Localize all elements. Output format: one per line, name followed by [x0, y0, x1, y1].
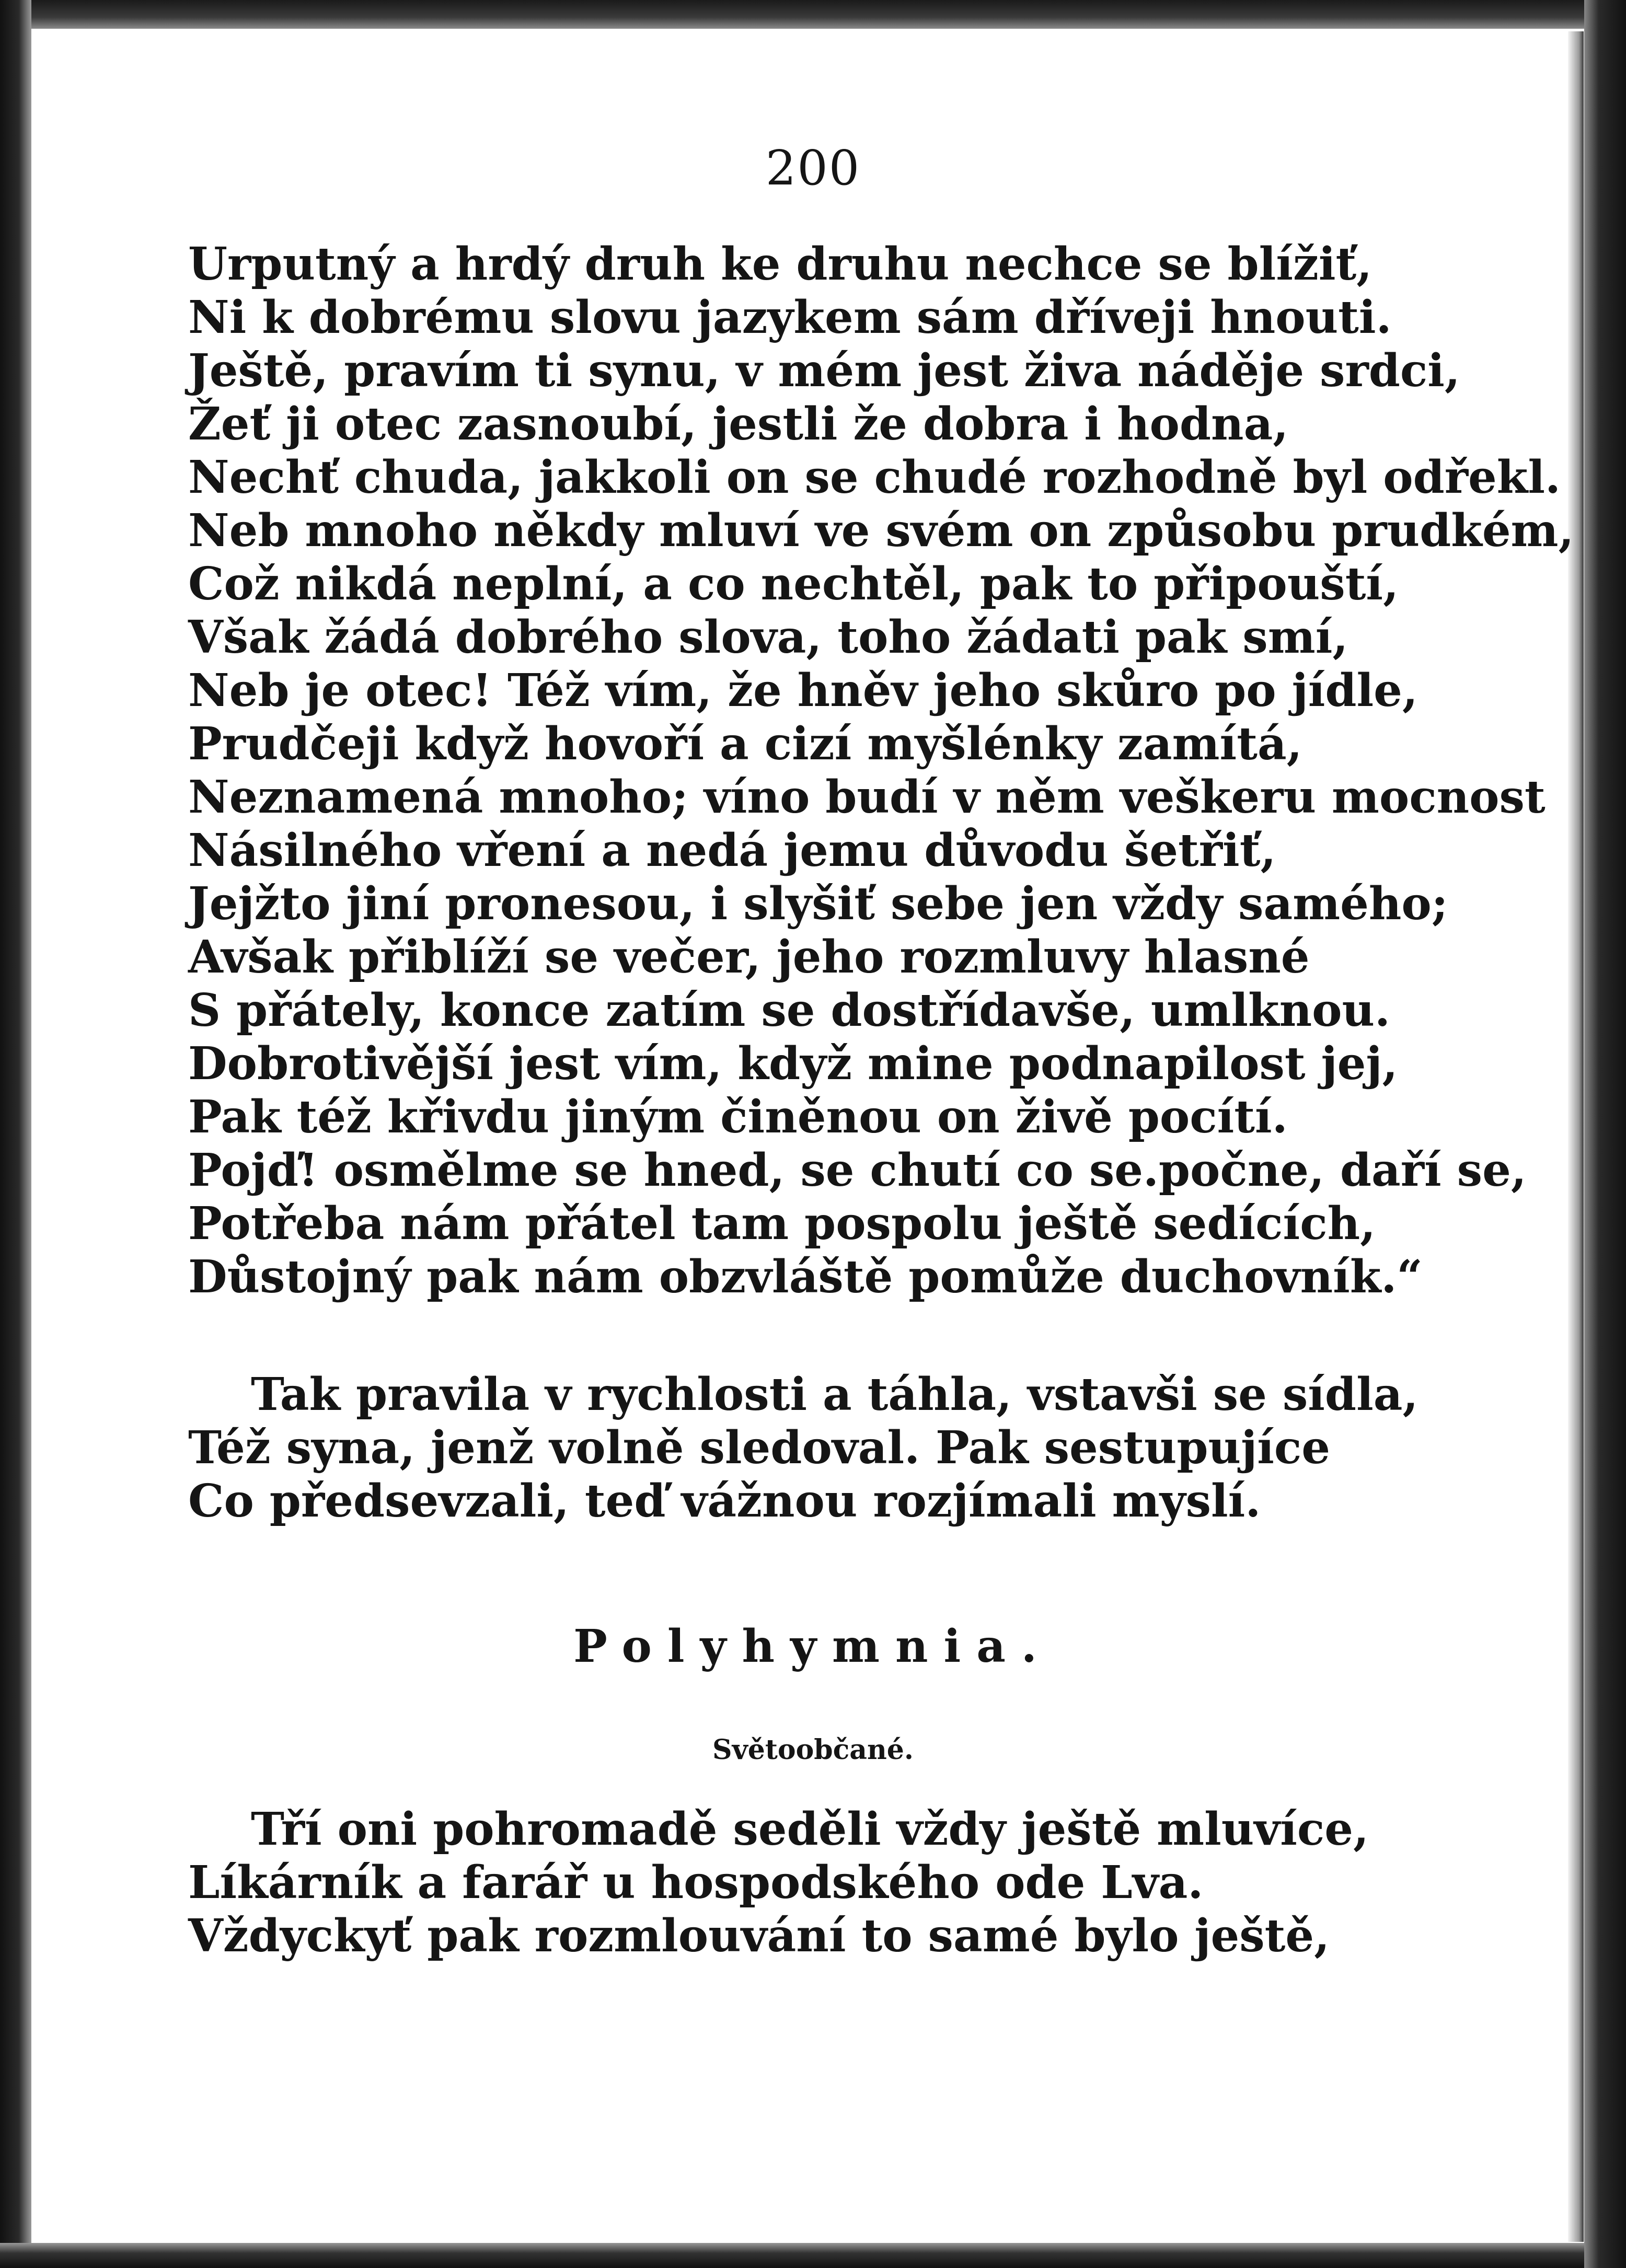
section-title: Polyhymnia.	[573, 1620, 1053, 1673]
verse-line: Tak pravila v rychlosti a táhla, vstavši se sídla,	[251, 1368, 1419, 1421]
verse-line: Což nikdá neplní, a co nechtěl, pak to připouští,	[188, 558, 1399, 610]
verse-line: S přátely, konce zatím se dostřídavše, umlknou.	[188, 984, 1390, 1037]
verse-line: Též syna, jenž volně sledoval. Pak sestupujíce	[188, 1421, 1330, 1474]
scan-border-left	[0, 0, 31, 2268]
verse-line: Dobrotivější jest vím, když mine podnapilost jej,	[188, 1037, 1398, 1090]
verse-line: Ni k dobrému slovu jazykem sám dříveji hnouti.	[188, 291, 1392, 344]
page-number: 200	[765, 140, 861, 196]
verse-line: Neb mnoho někdy mluví ve svém on způsobu prudkém,	[188, 504, 1574, 557]
verse-line: Žeť ji otec zasnoubí, jestli že dobra i hodna,	[188, 398, 1289, 450]
poem-stanza-3	[188, 1803, 1369, 1963]
verse-line: Avšak přiblíží se večer, jeho rozmluvy hlasné	[188, 931, 1310, 983]
scan-border-right	[1584, 0, 1626, 2268]
scan-border-bottom	[0, 2243, 1626, 2268]
verse-line: Pojď! osmělme se hned, se chutí co se.počne, daří se,	[188, 1144, 1527, 1197]
verse-line: Násilného vření a nedá jemu důvodu šetřiť,	[188, 824, 1276, 877]
verse-line: Ještě, pravím ti synu, v mém jest živa náděje srdci,	[188, 344, 1460, 397]
verse-line: Jejžto jiní pronesou, i slyšiť sebe jen vždy samého;	[188, 877, 1448, 930]
section-subtitle: Světoobčané.	[712, 1734, 914, 1766]
verse-line: Důstojný pak nám obzvláště pomůže duchovník.“	[188, 1251, 1423, 1303]
verse-line: Neznamená mnoho; víno budí v něm veškeru mocnost	[188, 771, 1546, 824]
verse-line: Co předsevzali, teď vážnou rozjímali myslí.	[188, 1475, 1261, 1528]
verse-line: Potřeba nám přátel tam pospolu ještě sedících,	[188, 1197, 1376, 1250]
verse-line: Však žádá dobrého slova, toho žádati pak smí,	[188, 611, 1348, 664]
verse-line: Tří oni pohromadě seděli vždy ještě mluvíce,	[251, 1803, 1369, 1856]
poem-stanza-1	[188, 238, 1574, 1304]
verse-line: Líkárník a farář u hospodského ode Lva.	[188, 1856, 1204, 1909]
verse-line: Pak též křivdu jiným činěnou on živě pocítí.	[188, 1091, 1288, 1143]
scan-border-top	[0, 0, 1626, 29]
poem-stanza-2	[188, 1368, 1418, 1528]
verse-line: Neb je otec! Též vím, že hněv jeho skůro po jídle,	[188, 664, 1418, 717]
verse-line: Urputný a hrdý druh ke druhu nechce se blížiť,	[188, 238, 1373, 291]
verse-line: Nechť chuda, jakkoli on se chudé rozhodně byl odřekl.	[188, 451, 1561, 504]
verse-line: Prudčeji když hovoří a cizí myšlénky zamítá,	[188, 718, 1302, 770]
verse-line: Vždyckyť pak rozmlouvání to samé bylo ještě,	[188, 1910, 1330, 1962]
